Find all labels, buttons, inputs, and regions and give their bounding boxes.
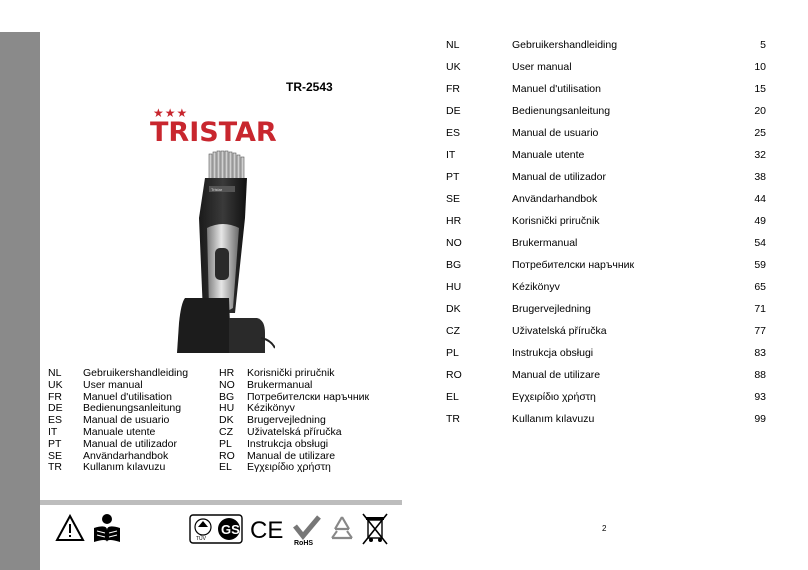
- language-name2: Brugervejledning: [247, 414, 326, 427]
- toc-row: [446, 215, 766, 229]
- toc-page: 83: [754, 347, 766, 359]
- toc-code: CZ: [446, 325, 460, 337]
- toc-row: [446, 193, 766, 207]
- language-name2: Korisnički priručnik: [247, 367, 335, 379]
- language-code2: NO: [219, 378, 235, 391]
- toc-name: Manual de usuario: [512, 127, 599, 139]
- toc-page: 71: [754, 303, 766, 315]
- toc-name: Användarhandbok: [512, 193, 598, 205]
- language-row: [48, 380, 369, 392]
- language-code2: HR: [219, 367, 235, 379]
- gs-label: GS: [221, 522, 240, 537]
- language-name: Manual de usuario: [83, 414, 170, 427]
- toc-page: 59: [754, 259, 766, 271]
- toc-name: Manual de utilizare: [512, 369, 601, 381]
- toc-row: [446, 281, 766, 295]
- language-code: FR: [48, 390, 62, 403]
- language-name2: Manual de utilizare: [247, 449, 336, 462]
- toc-name: Gebruikershandleiding: [512, 39, 618, 51]
- toc-code: NL: [446, 39, 460, 51]
- language-row: [48, 427, 369, 439]
- toc-name: Brugervejledning: [512, 303, 591, 315]
- language-code: PT: [48, 437, 62, 450]
- toc-code: HR: [446, 215, 462, 227]
- left-gray-strip: [0, 32, 40, 570]
- tristar-logo: [150, 107, 290, 147]
- language-name2: Uživatelská příručka: [247, 425, 342, 438]
- toc-row: [446, 259, 766, 273]
- language-code: NL: [48, 367, 62, 379]
- language-name2: Instrukcja obsługi: [247, 437, 329, 450]
- toc-code: RO: [446, 369, 462, 381]
- language-row: [48, 439, 369, 451]
- language-name: Manuale utente: [83, 425, 156, 438]
- toc-name: Manuel d'utilisation: [512, 83, 601, 95]
- toc-name: Manual de utilizador: [512, 171, 606, 183]
- toc-page: 49: [754, 215, 766, 227]
- toc-code: DE: [446, 105, 461, 117]
- toc-page: 44: [754, 193, 766, 205]
- toc-row: [446, 391, 766, 405]
- weee-bin-icon: [361, 512, 389, 546]
- toc-name: Kézikönyv: [512, 281, 560, 293]
- language-code: IT: [48, 425, 58, 438]
- language-code: ES: [48, 414, 63, 427]
- language-name2: Kézikönyv: [247, 402, 295, 415]
- toc-name: User manual: [512, 61, 572, 73]
- toc-name: Потребителски наръчник: [512, 259, 635, 271]
- tuv-label: TÜV: [196, 536, 206, 542]
- toc-page: 65: [754, 281, 766, 293]
- toc-row: [446, 61, 766, 75]
- toc-code: FR: [446, 83, 460, 95]
- divider-bar: [40, 500, 402, 505]
- toc-page: 88: [754, 369, 766, 381]
- toc-page: 93: [754, 391, 766, 403]
- toc-name: Bedienungsanleitung: [512, 105, 611, 117]
- toc-name: Εγχειρίδιο χρήστη: [512, 391, 596, 403]
- language-list: [48, 368, 369, 474]
- toc-row: [446, 325, 766, 339]
- language-code: TR: [48, 461, 62, 474]
- toc-row: [446, 303, 766, 317]
- language-code: SE: [48, 449, 63, 462]
- clipper-brand-text: Tristar: [211, 187, 223, 192]
- rohs-label: RoHS: [294, 540, 314, 546]
- language-name: Manuel d'utilisation: [83, 390, 172, 403]
- language-name: Kullanım kılavuzu: [83, 461, 166, 474]
- page-number: 2: [602, 524, 607, 533]
- toc-row: [446, 149, 766, 163]
- hair-clipper-image: [165, 148, 275, 360]
- toc-page: 5: [760, 39, 766, 51]
- toc-code: EL: [446, 391, 459, 403]
- language-name2: Εγχειρίδιο χρήστη: [247, 461, 331, 474]
- language-code2: HU: [219, 402, 235, 415]
- model-number: TR-2543: [286, 80, 333, 94]
- language-code2: RO: [219, 449, 235, 462]
- toc-row: [446, 83, 766, 97]
- toc-page: 10: [754, 61, 766, 73]
- toc-code: PL: [446, 347, 459, 359]
- language-row: [48, 462, 369, 474]
- logo-brand: TRISTAR: [150, 117, 277, 148]
- toc-row: [446, 105, 766, 119]
- toc-row: [446, 39, 766, 53]
- language-name2: Потребителски наръчник: [247, 390, 370, 403]
- language-name: Manual de utilizador: [83, 437, 177, 450]
- toc-row: [446, 127, 766, 141]
- ce-label: CE: [250, 517, 284, 542]
- toc-code: ES: [446, 127, 461, 139]
- toc-code: NO: [446, 237, 462, 249]
- toc-code: IT: [446, 149, 456, 161]
- toc-name: Manuale utente: [512, 149, 585, 161]
- toc-code: PT: [446, 171, 460, 183]
- recycle-icon: [327, 514, 357, 544]
- toc-code: DK: [446, 303, 461, 315]
- language-code2: BG: [219, 390, 235, 403]
- language-code2: PL: [219, 437, 232, 450]
- toc-code: UK: [446, 61, 461, 73]
- toc-name: Uživatelská příručka: [512, 325, 607, 337]
- toc-row: [446, 347, 766, 361]
- language-name: Bedienungsanleitung: [83, 402, 182, 415]
- toc-code: HU: [446, 281, 462, 293]
- certification-icons: [55, 510, 395, 550]
- toc-row: [446, 237, 766, 251]
- toc-page: 25: [754, 127, 766, 139]
- toc-code: TR: [446, 413, 460, 425]
- charging-stand: [177, 298, 231, 353]
- toc-row: [446, 413, 766, 427]
- logo-stars: ★★★: [153, 106, 189, 120]
- toc-name: Korisnički priručnik: [512, 215, 600, 227]
- language-name: Gebruikershandleiding: [83, 367, 189, 379]
- toc-page: 20: [754, 105, 766, 117]
- toc-name: Brukermanual: [512, 237, 578, 249]
- language-name: Användarhandbok: [83, 449, 169, 462]
- language-code: UK: [48, 378, 63, 391]
- language-code: DE: [48, 402, 63, 415]
- language-name2: Brukermanual: [247, 378, 313, 391]
- language-name: User manual: [83, 378, 143, 391]
- language-code2: EL: [219, 461, 232, 474]
- toc-page: 32: [754, 149, 766, 161]
- warning-icon: [55, 514, 85, 542]
- toc-code: SE: [446, 193, 461, 205]
- rohs-icon: [292, 514, 322, 546]
- toc-page: 38: [754, 171, 766, 183]
- language-code2: CZ: [219, 425, 233, 438]
- language-code2: DK: [219, 414, 234, 427]
- toc-code: BG: [446, 259, 462, 271]
- toc-page: 77: [754, 325, 766, 337]
- toc-row: [446, 171, 766, 185]
- tuv-gs-mark-icon: [189, 514, 243, 544]
- toc-page: 54: [754, 237, 766, 249]
- toc-page: 15: [754, 83, 766, 95]
- toc-name: Instrukcja obsługi: [512, 347, 594, 359]
- toc-page: 99: [754, 413, 766, 425]
- toc-name: Kullanım kılavuzu: [512, 413, 595, 425]
- ce-mark-icon: [250, 516, 286, 542]
- toc-row: [446, 369, 766, 383]
- read-manual-icon: [91, 512, 123, 544]
